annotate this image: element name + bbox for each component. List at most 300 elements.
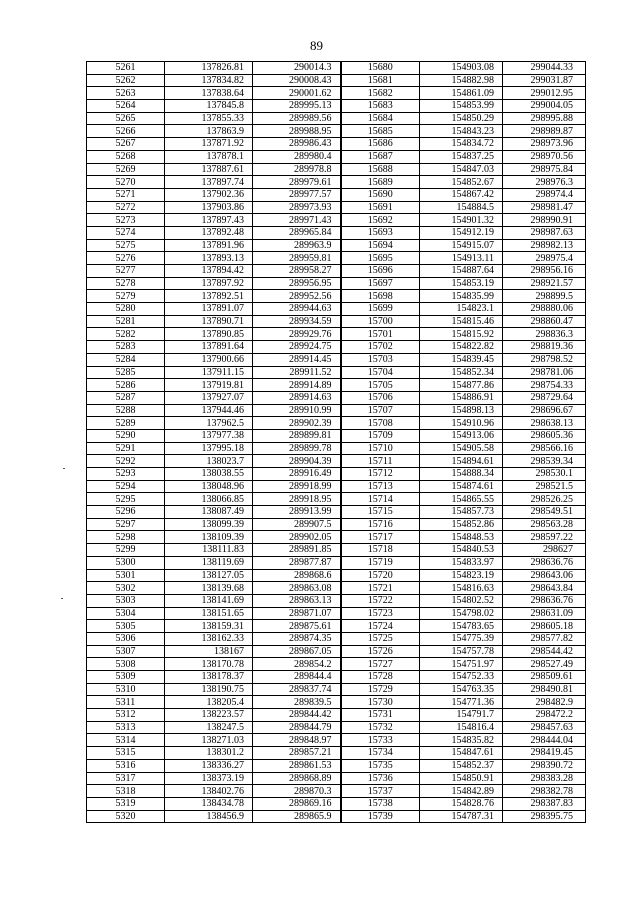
point-number-b-cell: 15714	[341, 493, 420, 506]
point-number-a-cell: 5312	[87, 709, 165, 722]
point-number-a-cell: 5309	[87, 671, 165, 684]
y-coordinate-b-cell: 298982.13	[503, 239, 586, 252]
x-coordinate-b-cell: 154852.37	[420, 759, 503, 772]
scan-speck	[61, 598, 63, 599]
x-coordinate-b-cell: 154771.36	[420, 696, 503, 709]
x-coordinate-b-cell: 154850.29	[420, 112, 503, 125]
x-coordinate-b-cell: 154877.86	[420, 379, 503, 392]
x-coordinate-a-cell: 138434.78	[165, 797, 253, 810]
y-coordinate-b-cell: 298836.3	[503, 328, 586, 341]
y-coordinate-b-cell: 298976.3	[503, 176, 586, 189]
point-number-b-cell: 15698	[341, 290, 420, 303]
table-row	[87, 112, 586, 125]
table-row	[87, 632, 586, 645]
y-coordinate-b-cell: 298631.09	[503, 607, 586, 620]
point-number-b-cell: 15680	[341, 62, 420, 75]
point-number-b-cell: 15734	[341, 747, 420, 760]
y-coordinate-b-cell: 298981.47	[503, 201, 586, 214]
y-coordinate-b-cell: 298490.81	[503, 683, 586, 696]
table-row	[87, 709, 586, 722]
point-number-b-cell: 15681	[341, 74, 420, 87]
x-coordinate-b-cell: 154843.23	[420, 125, 503, 138]
x-coordinate-b-cell: 154823.19	[420, 569, 503, 582]
point-number-b-cell: 15690	[341, 188, 420, 201]
point-number-a-cell: 5302	[87, 582, 165, 595]
point-number-a-cell: 5278	[87, 277, 165, 290]
page-number: 89	[310, 38, 323, 53]
table-row	[87, 747, 586, 760]
x-coordinate-b-cell: 154901.32	[420, 214, 503, 227]
point-number-b-cell: 15720	[341, 569, 420, 582]
y-coordinate-b-cell: 298638.13	[503, 417, 586, 430]
point-number-b-cell: 15738	[341, 797, 420, 810]
table-row	[87, 226, 586, 239]
x-coordinate-b-cell: 154840.53	[420, 544, 503, 557]
point-number-a-cell: 5290	[87, 429, 165, 442]
x-coordinate-b-cell: 154848.53	[420, 531, 503, 544]
y-coordinate-b-cell: 298990.91	[503, 214, 586, 227]
point-number-b-cell: 15693	[341, 226, 420, 239]
point-number-b-cell: 15721	[341, 582, 420, 595]
y-coordinate-a-cell: 289868.89	[253, 772, 341, 785]
point-number-a-cell: 5283	[87, 341, 165, 354]
x-coordinate-b-cell: 154861.09	[420, 87, 503, 100]
point-number-b-cell: 15705	[341, 379, 420, 392]
y-coordinate-b-cell: 298566.16	[503, 442, 586, 455]
x-coordinate-b-cell: 154787.31	[420, 810, 503, 823]
point-number-b-cell: 15710	[341, 442, 420, 455]
x-coordinate-a-cell: 138109.39	[165, 531, 253, 544]
point-number-b-cell: 15723	[341, 607, 420, 620]
x-coordinate-a-cell: 137893.13	[165, 252, 253, 265]
x-coordinate-a-cell: 138167	[165, 645, 253, 658]
point-number-a-cell: 5275	[87, 239, 165, 252]
y-coordinate-b-cell: 299044.33	[503, 62, 586, 75]
point-number-b-cell: 15719	[341, 556, 420, 569]
y-coordinate-a-cell: 289844.79	[253, 721, 341, 734]
point-number-b-cell: 15697	[341, 277, 420, 290]
x-coordinate-b-cell: 154888.34	[420, 468, 503, 481]
y-coordinate-b-cell: 298970.56	[503, 150, 586, 163]
x-coordinate-b-cell: 154833.97	[420, 556, 503, 569]
point-number-b-cell: 15696	[341, 265, 420, 278]
y-coordinate-b-cell: 298395.75	[503, 810, 586, 823]
point-number-a-cell: 5306	[87, 632, 165, 645]
y-coordinate-b-cell: 298444.04	[503, 734, 586, 747]
y-coordinate-a-cell: 289857.21	[253, 747, 341, 760]
y-coordinate-a-cell: 289907.5	[253, 518, 341, 531]
x-coordinate-a-cell: 138151.65	[165, 607, 253, 620]
y-coordinate-a-cell: 289916.49	[253, 468, 341, 481]
x-coordinate-b-cell: 154837.25	[420, 150, 503, 163]
y-coordinate-b-cell: 298899.5	[503, 290, 586, 303]
point-number-a-cell: 5289	[87, 417, 165, 430]
point-number-b-cell: 15684	[341, 112, 420, 125]
point-number-a-cell: 5305	[87, 620, 165, 633]
y-coordinate-a-cell: 289989.56	[253, 112, 341, 125]
point-number-b-cell: 15732	[341, 721, 420, 734]
point-number-a-cell: 5264	[87, 100, 165, 113]
y-coordinate-a-cell: 289980.4	[253, 150, 341, 163]
y-coordinate-a-cell: 289865.9	[253, 810, 341, 823]
table-row	[87, 683, 586, 696]
x-coordinate-b-cell: 154775.39	[420, 632, 503, 645]
x-coordinate-a-cell: 137892.51	[165, 290, 253, 303]
x-coordinate-b-cell: 154816.4	[420, 721, 503, 734]
point-number-b-cell: 15700	[341, 315, 420, 328]
y-coordinate-b-cell: 298539.34	[503, 455, 586, 468]
y-coordinate-b-cell: 298526.25	[503, 493, 586, 506]
x-coordinate-a-cell: 138099.39	[165, 518, 253, 531]
x-coordinate-a-cell: 137878.1	[165, 150, 253, 163]
point-number-a-cell: 5307	[87, 645, 165, 658]
y-coordinate-a-cell: 289904.39	[253, 455, 341, 468]
x-coordinate-b-cell: 154828.76	[420, 797, 503, 810]
x-coordinate-a-cell: 137871.92	[165, 138, 253, 151]
table-row	[87, 252, 586, 265]
x-coordinate-a-cell: 138456.9	[165, 810, 253, 823]
y-coordinate-b-cell: 298605.36	[503, 429, 586, 442]
point-number-b-cell: 15713	[341, 480, 420, 493]
point-number-b-cell: 15691	[341, 201, 420, 214]
x-coordinate-b-cell: 154903.08	[420, 62, 503, 75]
table-row	[87, 303, 586, 316]
point-number-b-cell: 15736	[341, 772, 420, 785]
x-coordinate-a-cell: 137891.07	[165, 303, 253, 316]
table-row	[87, 417, 586, 430]
table-row	[87, 468, 586, 481]
table-row	[87, 734, 586, 747]
point-number-a-cell: 5311	[87, 696, 165, 709]
table-row	[87, 239, 586, 252]
x-coordinate-b-cell: 154913.11	[420, 252, 503, 265]
y-coordinate-a-cell: 289868.6	[253, 569, 341, 582]
point-number-b-cell: 15703	[341, 353, 420, 366]
x-coordinate-a-cell: 138111.83	[165, 544, 253, 557]
y-coordinate-b-cell: 299031.87	[503, 74, 586, 87]
point-number-a-cell: 5287	[87, 391, 165, 404]
x-coordinate-b-cell: 154886.91	[420, 391, 503, 404]
y-coordinate-b-cell: 298781.06	[503, 366, 586, 379]
y-coordinate-a-cell: 289913.99	[253, 506, 341, 519]
y-coordinate-b-cell: 298819.36	[503, 341, 586, 354]
point-number-a-cell: 5304	[87, 607, 165, 620]
point-number-a-cell: 5276	[87, 252, 165, 265]
x-coordinate-b-cell: 154834.72	[420, 138, 503, 151]
x-coordinate-a-cell: 138023.7	[165, 455, 253, 468]
x-coordinate-a-cell: 138247.5	[165, 721, 253, 734]
point-number-b-cell: 15733	[341, 734, 420, 747]
point-number-a-cell: 5266	[87, 125, 165, 138]
point-number-a-cell: 5300	[87, 556, 165, 569]
x-coordinate-b-cell: 154857.73	[420, 506, 503, 519]
point-number-a-cell: 5277	[87, 265, 165, 278]
point-number-b-cell: 15682	[341, 87, 420, 100]
x-coordinate-a-cell: 137977.38	[165, 429, 253, 442]
point-number-a-cell: 5281	[87, 315, 165, 328]
x-coordinate-b-cell: 154822.82	[420, 341, 503, 354]
x-coordinate-b-cell: 154757.78	[420, 645, 503, 658]
x-coordinate-a-cell: 137995.18	[165, 442, 253, 455]
point-number-b-cell: 15695	[341, 252, 420, 265]
x-coordinate-b-cell: 154835.99	[420, 290, 503, 303]
y-coordinate-a-cell: 289861.53	[253, 759, 341, 772]
x-coordinate-a-cell: 137919.81	[165, 379, 253, 392]
x-coordinate-b-cell: 154839.45	[420, 353, 503, 366]
x-coordinate-a-cell: 138139.68	[165, 582, 253, 595]
y-coordinate-b-cell: 298387.83	[503, 797, 586, 810]
table-row	[87, 100, 586, 113]
x-coordinate-b-cell: 154842.89	[420, 785, 503, 798]
y-coordinate-b-cell: 298597.22	[503, 531, 586, 544]
table-row	[87, 671, 586, 684]
x-coordinate-b-cell: 154835.82	[420, 734, 503, 747]
table-row	[87, 493, 586, 506]
point-number-a-cell: 5319	[87, 797, 165, 810]
point-number-b-cell: 15701	[341, 328, 420, 341]
point-number-a-cell: 5272	[87, 201, 165, 214]
y-coordinate-b-cell: 298643.84	[503, 582, 586, 595]
x-coordinate-a-cell: 138127.05	[165, 569, 253, 582]
x-coordinate-a-cell: 137903.86	[165, 201, 253, 214]
point-number-b-cell: 15724	[341, 620, 420, 633]
x-coordinate-b-cell: 154798.02	[420, 607, 503, 620]
y-coordinate-b-cell: 298636.76	[503, 594, 586, 607]
x-coordinate-b-cell: 154882.98	[420, 74, 503, 87]
y-coordinate-a-cell: 289877.87	[253, 556, 341, 569]
x-coordinate-b-cell: 154884.5	[420, 201, 503, 214]
table-row	[87, 201, 586, 214]
table-row	[87, 404, 586, 417]
x-coordinate-a-cell: 138087.49	[165, 506, 253, 519]
scan-speck	[63, 468, 65, 469]
y-coordinate-a-cell: 289978.8	[253, 163, 341, 176]
x-coordinate-a-cell: 138223.57	[165, 709, 253, 722]
x-coordinate-a-cell: 138066.85	[165, 493, 253, 506]
table-row	[87, 759, 586, 772]
point-number-a-cell: 5269	[87, 163, 165, 176]
point-number-b-cell: 15722	[341, 594, 420, 607]
point-number-b-cell: 15699	[341, 303, 420, 316]
point-number-b-cell: 15735	[341, 759, 420, 772]
table-row	[87, 265, 586, 278]
y-coordinate-b-cell: 298974.4	[503, 188, 586, 201]
y-coordinate-a-cell: 289977.57	[253, 188, 341, 201]
y-coordinate-a-cell: 289952.56	[253, 290, 341, 303]
x-coordinate-b-cell: 154752.33	[420, 671, 503, 684]
table-row	[87, 138, 586, 151]
x-coordinate-b-cell: 154847.61	[420, 747, 503, 760]
x-coordinate-a-cell: 137911.15	[165, 366, 253, 379]
y-coordinate-b-cell: 298975.4	[503, 252, 586, 265]
table-row	[87, 455, 586, 468]
y-coordinate-b-cell: 298521.5	[503, 480, 586, 493]
y-coordinate-b-cell: 298880.06	[503, 303, 586, 316]
point-number-a-cell: 5265	[87, 112, 165, 125]
point-number-b-cell: 15689	[341, 176, 420, 189]
x-coordinate-b-cell: 154850.91	[420, 772, 503, 785]
point-number-a-cell: 5262	[87, 74, 165, 87]
table-row	[87, 569, 586, 582]
point-number-b-cell: 15739	[341, 810, 420, 823]
point-number-b-cell: 15718	[341, 544, 420, 557]
x-coordinate-b-cell: 154852.34	[420, 366, 503, 379]
table-row	[87, 556, 586, 569]
point-number-a-cell: 5297	[87, 518, 165, 531]
y-coordinate-a-cell: 289837.74	[253, 683, 341, 696]
y-coordinate-b-cell: 298643.06	[503, 569, 586, 582]
y-coordinate-a-cell: 290014.3	[253, 62, 341, 75]
y-coordinate-b-cell: 298527.49	[503, 658, 586, 671]
y-coordinate-a-cell: 289863.13	[253, 594, 341, 607]
table-row	[87, 353, 586, 366]
point-number-a-cell: 5310	[87, 683, 165, 696]
point-number-a-cell: 5280	[87, 303, 165, 316]
table-row	[87, 176, 586, 189]
y-coordinate-a-cell: 289899.81	[253, 429, 341, 442]
point-number-a-cell: 5274	[87, 226, 165, 239]
x-coordinate-a-cell: 138271.03	[165, 734, 253, 747]
point-number-a-cell: 5268	[87, 150, 165, 163]
point-number-a-cell: 5294	[87, 480, 165, 493]
x-coordinate-b-cell: 154910.96	[420, 417, 503, 430]
table-row	[87, 645, 586, 658]
point-number-a-cell: 5273	[87, 214, 165, 227]
table-row	[87, 366, 586, 379]
table-row	[87, 620, 586, 633]
y-coordinate-b-cell: 298636.76	[503, 556, 586, 569]
table-row	[87, 290, 586, 303]
y-coordinate-b-cell: 298989.87	[503, 125, 586, 138]
y-coordinate-a-cell: 289986.43	[253, 138, 341, 151]
x-coordinate-a-cell: 138162.33	[165, 632, 253, 645]
x-coordinate-a-cell: 137944.46	[165, 404, 253, 417]
x-coordinate-a-cell: 137894.42	[165, 265, 253, 278]
x-coordinate-b-cell: 154815.46	[420, 315, 503, 328]
x-coordinate-a-cell: 137897.74	[165, 176, 253, 189]
point-number-a-cell: 5298	[87, 531, 165, 544]
y-coordinate-a-cell: 289958.27	[253, 265, 341, 278]
y-coordinate-a-cell: 289959.81	[253, 252, 341, 265]
y-coordinate-b-cell: 298696.67	[503, 404, 586, 417]
table-row	[87, 341, 586, 354]
point-number-a-cell: 5318	[87, 785, 165, 798]
table-row	[87, 277, 586, 290]
y-coordinate-b-cell: 298860.47	[503, 315, 586, 328]
x-coordinate-a-cell: 137897.92	[165, 277, 253, 290]
y-coordinate-a-cell: 289870.3	[253, 785, 341, 798]
x-coordinate-b-cell: 154852.86	[420, 518, 503, 531]
y-coordinate-b-cell: 298798.52	[503, 353, 586, 366]
table-row	[87, 658, 586, 671]
table-row	[87, 785, 586, 798]
x-coordinate-a-cell: 137863.9	[165, 125, 253, 138]
x-coordinate-b-cell: 154853.19	[420, 277, 503, 290]
x-coordinate-b-cell: 154874.61	[420, 480, 503, 493]
y-coordinate-a-cell: 289854.2	[253, 658, 341, 671]
y-coordinate-b-cell: 298472.2	[503, 709, 586, 722]
table-row	[87, 582, 586, 595]
table-row	[87, 506, 586, 519]
point-number-a-cell: 5316	[87, 759, 165, 772]
coordinate-table	[86, 61, 586, 823]
table-row	[87, 188, 586, 201]
x-coordinate-a-cell: 137855.33	[165, 112, 253, 125]
y-coordinate-a-cell: 289963.9	[253, 239, 341, 252]
x-coordinate-a-cell: 138159.31	[165, 620, 253, 633]
point-number-a-cell: 5320	[87, 810, 165, 823]
x-coordinate-a-cell: 137891.64	[165, 341, 253, 354]
point-number-b-cell: 15712	[341, 468, 420, 481]
point-number-b-cell: 15728	[341, 671, 420, 684]
y-coordinate-b-cell: 298457.63	[503, 721, 586, 734]
y-coordinate-a-cell: 289875.61	[253, 620, 341, 633]
table-row	[87, 721, 586, 734]
point-number-a-cell: 5270	[87, 176, 165, 189]
x-coordinate-b-cell: 154913.06	[420, 429, 503, 442]
x-coordinate-b-cell: 154905.58	[420, 442, 503, 455]
y-coordinate-b-cell: 298382.78	[503, 785, 586, 798]
x-coordinate-b-cell: 154867.42	[420, 188, 503, 201]
y-coordinate-b-cell: 299012.95	[503, 87, 586, 100]
point-number-b-cell: 15715	[341, 506, 420, 519]
y-coordinate-a-cell: 289914.89	[253, 379, 341, 392]
x-coordinate-a-cell: 138038.55	[165, 468, 253, 481]
point-number-b-cell: 15694	[341, 239, 420, 252]
table-row	[87, 315, 586, 328]
x-coordinate-a-cell: 138402.76	[165, 785, 253, 798]
point-number-a-cell: 5303	[87, 594, 165, 607]
y-coordinate-a-cell: 289869.16	[253, 797, 341, 810]
y-coordinate-a-cell: 289891.85	[253, 544, 341, 557]
table-row	[87, 607, 586, 620]
y-coordinate-a-cell: 289973.93	[253, 201, 341, 214]
x-coordinate-a-cell: 137902.36	[165, 188, 253, 201]
table-row	[87, 594, 586, 607]
x-coordinate-a-cell: 137834.82	[165, 74, 253, 87]
y-coordinate-a-cell: 289914.63	[253, 391, 341, 404]
y-coordinate-a-cell: 289918.95	[253, 493, 341, 506]
point-number-a-cell: 5313	[87, 721, 165, 734]
y-coordinate-a-cell: 289899.78	[253, 442, 341, 455]
table-row	[87, 544, 586, 557]
x-coordinate-a-cell: 137890.85	[165, 328, 253, 341]
x-coordinate-a-cell: 138301.2	[165, 747, 253, 760]
x-coordinate-a-cell: 137897.43	[165, 214, 253, 227]
y-coordinate-a-cell: 289965.84	[253, 226, 341, 239]
y-coordinate-a-cell: 289848.97	[253, 734, 341, 747]
point-number-a-cell: 5261	[87, 62, 165, 75]
point-number-b-cell: 15726	[341, 645, 420, 658]
x-coordinate-a-cell: 137927.07	[165, 391, 253, 404]
table-row	[87, 214, 586, 227]
table-row	[87, 480, 586, 493]
y-coordinate-a-cell: 290001.62	[253, 87, 341, 100]
x-coordinate-b-cell: 154915.07	[420, 239, 503, 252]
x-coordinate-a-cell: 137838.64	[165, 87, 253, 100]
point-number-a-cell: 5282	[87, 328, 165, 341]
point-number-a-cell: 5292	[87, 455, 165, 468]
table-row	[87, 429, 586, 442]
y-coordinate-a-cell: 289914.45	[253, 353, 341, 366]
y-coordinate-b-cell: 298975.84	[503, 163, 586, 176]
x-coordinate-b-cell: 154898.13	[420, 404, 503, 417]
y-coordinate-b-cell: 298627	[503, 544, 586, 557]
y-coordinate-b-cell: 298956.16	[503, 265, 586, 278]
y-coordinate-a-cell: 289902.39	[253, 417, 341, 430]
y-coordinate-a-cell: 289910.99	[253, 404, 341, 417]
point-number-b-cell: 15737	[341, 785, 420, 798]
